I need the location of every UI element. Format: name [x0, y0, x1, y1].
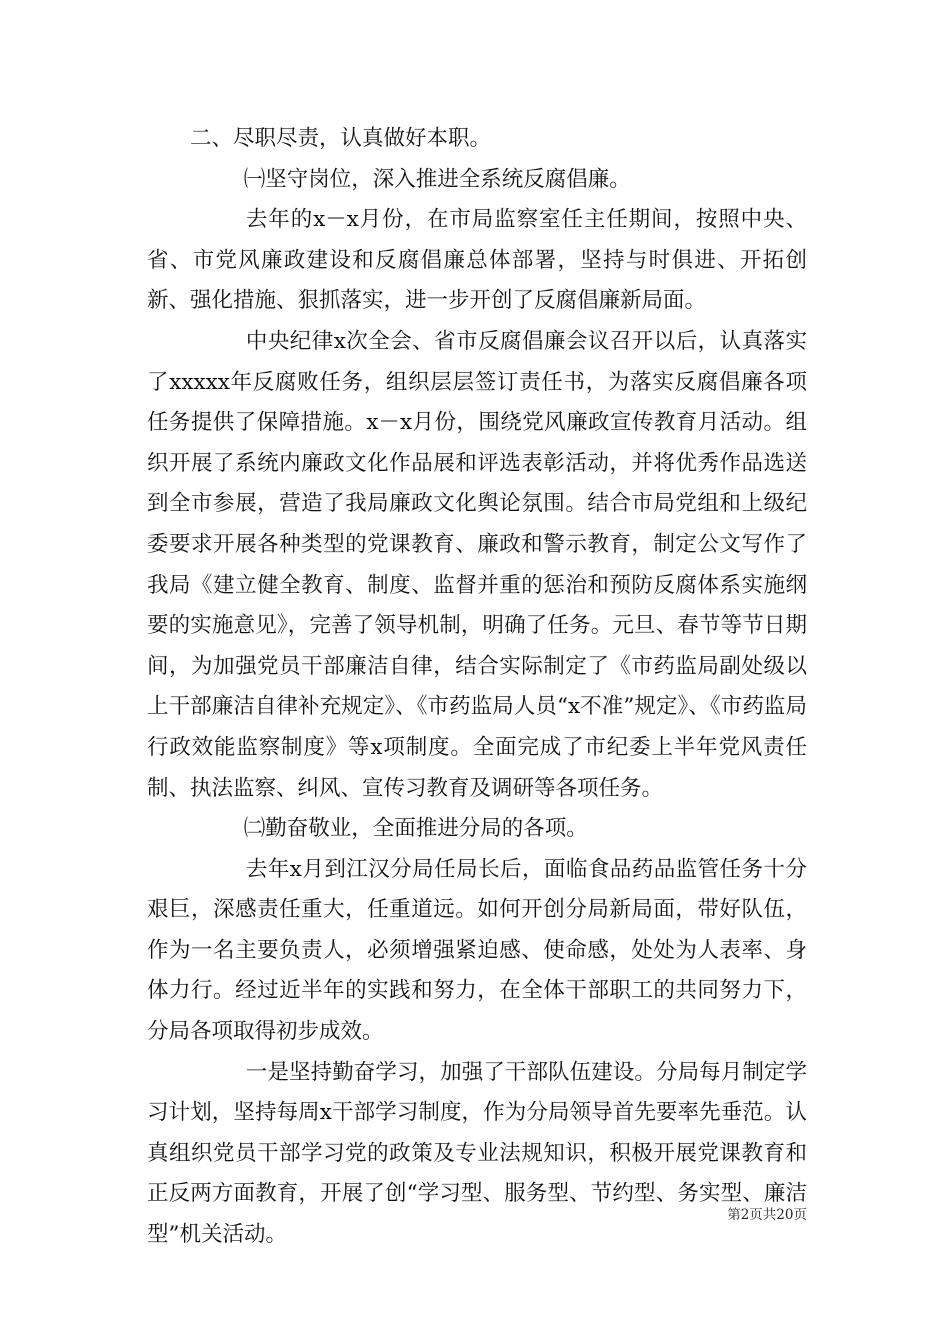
- subsection-heading: ㈠坚守岗位，深入推进全系统反腐倡廉。: [243, 166, 631, 192]
- body-paragraph: 去年x月到江汉分局任局长后，面临食品药品监管任务十分艰巨，深感责任重大，任重道远。如何开创分局新局面，带好队伍，作为一名主要负责人，必须增强紧迫感、使命感，处处为人表率、身体力行。经过近半年的实践和努力，在全体干部职工的共同努力下，分局各项取得初步成效。: [147, 856, 807, 1045]
- body-paragraph: 一是坚持勤奋学习，加强了干部队伍建设。分局每月制定学习计划，坚持每周x干部学习制度，作为分局领导首先要率先垂范。认真组织党员干部学习党的政策及专业法规知识，积极开展党课教育和正反两方面教育，开展了创“学习型、服务型、节约型、务实型、廉洁型”机关活动。: [147, 1059, 807, 1248]
- subsection-heading: ㈡勤奋敬业，全面推进分局的各项。: [243, 816, 588, 842]
- body-paragraph: 中央纪律x次全会、省市反腐倡廉会议召开以后，认真落实了xxxxx年反腐败任务，组织层层签订责任书，为落实反腐倡廉各项任务提供了保障措施。x－x月份，围绕党风廉政宣传教育月活动。组织开展了系统内廉政文化作品展和评选表彰活动，并将优秀作品选送到全市参展，营造了我局廉政文化舆论氛围。结合市局党组和上级纪委要求开展各种类型的党课教育、廉政和警示教育，制定公文写作了我局《建立健全教育、制度、监督并重的惩治和预防反腐体系实施纲要的实施意见》，完善了领导机制，明确了任务。元旦、春节等节日期间，为加强党员干部廉洁自律，结合实际制定了《市药监局副处级以上干部廉洁自律补充规定》、《市药监局人员“x不准”规定》、《市药监局行政效能监察制度》等x项制度。全面完成了市纪委上半年党风责任制、执法监察、纠风、宣传习教育及调研等各项任务。: [147, 328, 807, 801]
- body-paragraph: 去年的x－x月份，在市局监察室任主任期间，按照中央、省、市党风廉政建设和反腐倡廉总体部署，坚持与时俱进、开拓创新、强化措施、狠抓落实，进一步开创了反腐倡廉新局面。: [147, 207, 807, 314]
- section-heading: 二、尽职尽责，认真做好本职。: [190, 126, 492, 151]
- document-body: [147, 119, 807, 1256]
- page-number-footer: 第2页共20页: [727, 1207, 807, 1223]
